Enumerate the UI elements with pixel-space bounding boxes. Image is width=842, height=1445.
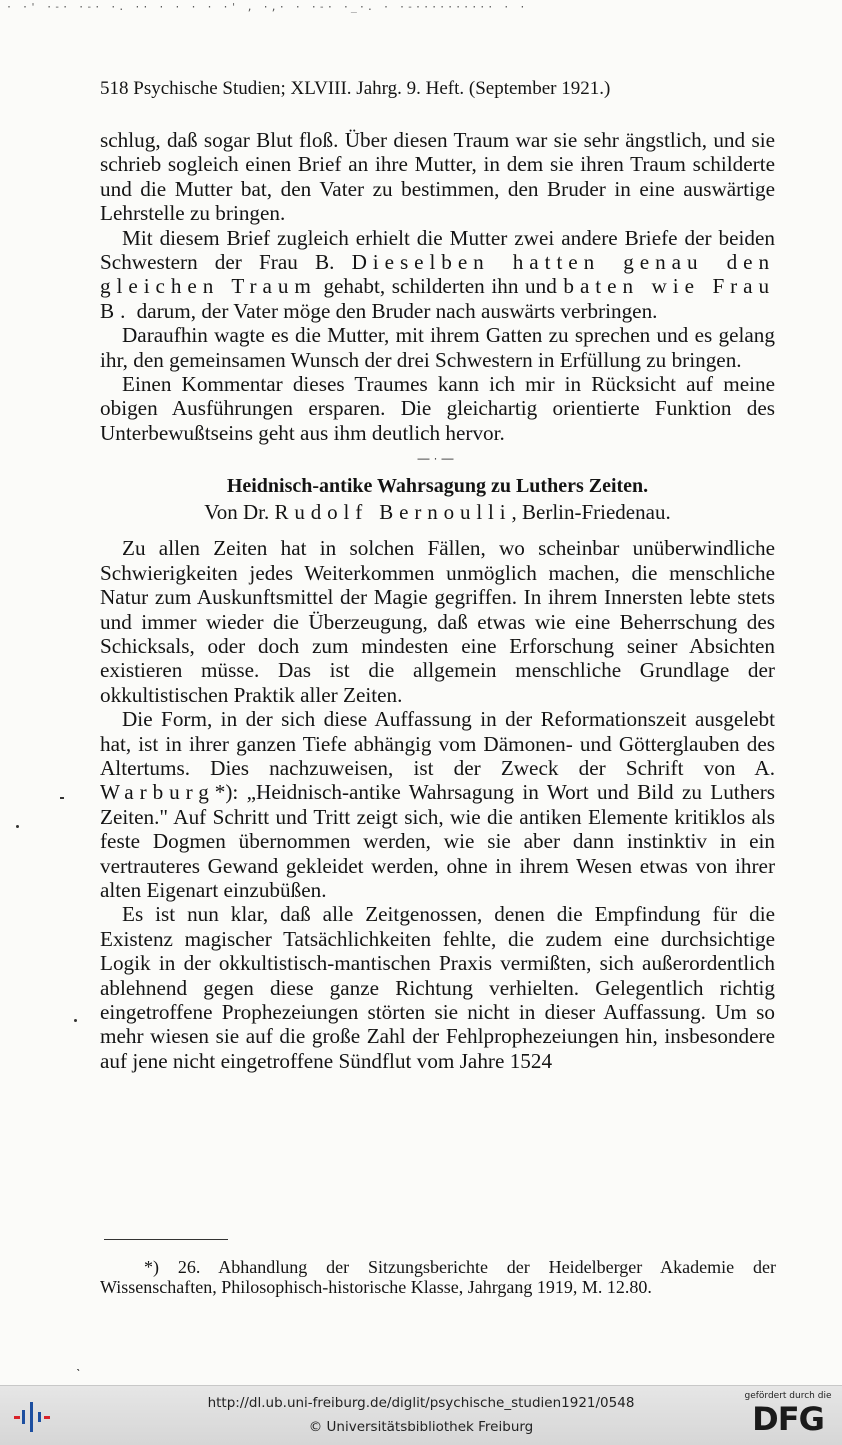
spaced-emphasis-1: Dieselben hatten genau den gleichen Traum <box>100 250 775 299</box>
paragraph-7: Es ist nun klar, daß alle Zeitgenossen, denen die Empfindung für die Existenz magischer Tatsächlichkeiten fehlte, die zudem eine durchsichtige Logik in der okkultistisch-mantischen Praxis vermißten, sich außerordentlich ablehnend gegen diese ganze Richtung verhielten. Gelegentlich richtig eingetroffene Prophezeiungen störten sie nicht in dieser Auffassung. Um so mehr wiesen sie auf die große Zahl der Fehlprophezeiungen hin, insbesondere auf jene nicht eingetroffene Sündflut vom Jahre 1524 <box>100 902 775 1073</box>
article-title: Heidnisch-antike Wahrsagung zu Luthers Zeiten. <box>226 475 649 498</box>
page-body <box>100 128 775 1073</box>
paragraph-4: Einen Kommentar dieses Traumes kann ich mir in Rücksicht auf meine obigen Ausführungen ersparen. Die gleichartig orientierte Funktion des Unterbewußtseins geht aus ihm deutlich hervor. <box>100 372 775 445</box>
paragraph-1: schlug, daß sogar Blut floß. Über diesen Traum war sie sehr ängstlich, und sie schrieb sogleich einen Brief an ihre Mutter, in dem sie ihren Traum schilderte und die Mutter bat, den Vater zu bestimmen, den Bruder in eine auswärtige Lehrstelle zu bringen. <box>100 128 775 226</box>
paragraph-2-text-c: gehabt, schilderten ihn und <box>323 274 557 299</box>
copyright-notice: © Universitätsbibliothek Freiburg <box>308 1419 534 1435</box>
footnote <box>100 1258 776 1297</box>
author-prefix: Von Dr. <box>204 500 270 525</box>
paragraph-3: Daraufhin wagte es die Mutter, mit ihrem Gatten zu sprechen und es gelang ihr, den gemeinsamen Wunsch der drei Schwestern in Erfüllung zu bringen. <box>100 323 775 372</box>
margin-mark <box>16 825 19 828</box>
article-author <box>100 499 775 526</box>
spaced-emphasis-2: baten wie Frau B. <box>100 274 776 323</box>
footnote-rule <box>104 1239 228 1240</box>
dfg-logo[interactable] <box>742 1390 834 1442</box>
paragraph-6-text-a: Die Form, in der sich diese Auffassung in der Reformationszeit ausgelebt hat, ist in ihrer ganzen Tiefe abhängig vom Dämonen- und Götterglauben des Altertums. Dies nachzuweisen, ist der Zweck der Schrift von A. <box>100 707 775 780</box>
paragraph-2 <box>100 226 775 324</box>
paragraph-6-text-b: *): „Heidnisch-antike Wahrsagung in Wort und Bild zu Luthers Zeiten." Auf Schritt und Tritt zeigt sich, wie die antiken Elemente kritiklos als feste Dogmen übernommen werden, wie sie aber dann instinktiv in ein vertrauteres Gewand gekleidet werden, ohne in ihrem Wesen etwas von ihrer alten Eigenart einzubüßen. <box>100 780 775 902</box>
dfg-funded-label: gefördert durch die <box>744 1391 832 1401</box>
permalink-url[interactable]: http://dl.ub.uni-freiburg.de/diglit/psychische_studien1921/0548 <box>207 1395 635 1411</box>
dfg-logo-text: DFG <box>752 1400 824 1438</box>
viewer-footer-bar <box>0 1385 842 1445</box>
author-name: Rudolf Bernoulli <box>274 500 512 525</box>
footnote-text: *) 26. Abhandlung der Sitzungsberichte der Heidelberger Akademie der Wissenschaften, Philosophisch-historische Klasse, Jahrgang 1919, M. 12.80. <box>100 1257 776 1297</box>
paragraph-2-text-a: Mit diesem Brief zugleich erhielt die Mutter zwei andere Briefe der beiden Schwestern der Frau B. <box>100 225 775 275</box>
cited-author-name: Warburg <box>100 780 215 805</box>
paragraph-6 <box>100 707 775 902</box>
paragraph-5: Zu allen Zeiten hat in solchen Fällen, wo scheinbar unüberwindliche Schwierigkeiten jedes Weiterkommen unmöglich machen, die menschliche Natur zum Auskunftsmittel der Magie gegriffen. In ihrem Innersten lebte stets und immer wieder die Überzeugung, daß etwas wie eine Beherrschung des Schicksals, oder doch zum mindesten eine Erforschung seiner Absichten existieren müsse. Das ist die allgemein menschliche Grundlage der okkultistischen Praktik aller Zeiten. <box>100 536 775 707</box>
paragraph-2-text-e: darum, der Vater möge den Bruder nach auswärts verbringen. <box>136 298 658 323</box>
margin-mark <box>60 797 64 799</box>
margin-mark <box>74 1019 77 1022</box>
section-separator: —·— <box>417 451 458 466</box>
stray-scan-mark: ˋ <box>76 1366 81 1382</box>
scan-specks: · ·' ·-· ·-· ·. ·· · · · · ·' , ·,· · ·-· ·_·. · ·-·········· · · <box>6 2 528 13</box>
author-suffix: , Berlin-Friedenau. <box>511 500 671 525</box>
running-header: 518 Psychische Studien; XLVIII. Jahrg. 9. Heft. (September 1921.) <box>100 78 611 99</box>
